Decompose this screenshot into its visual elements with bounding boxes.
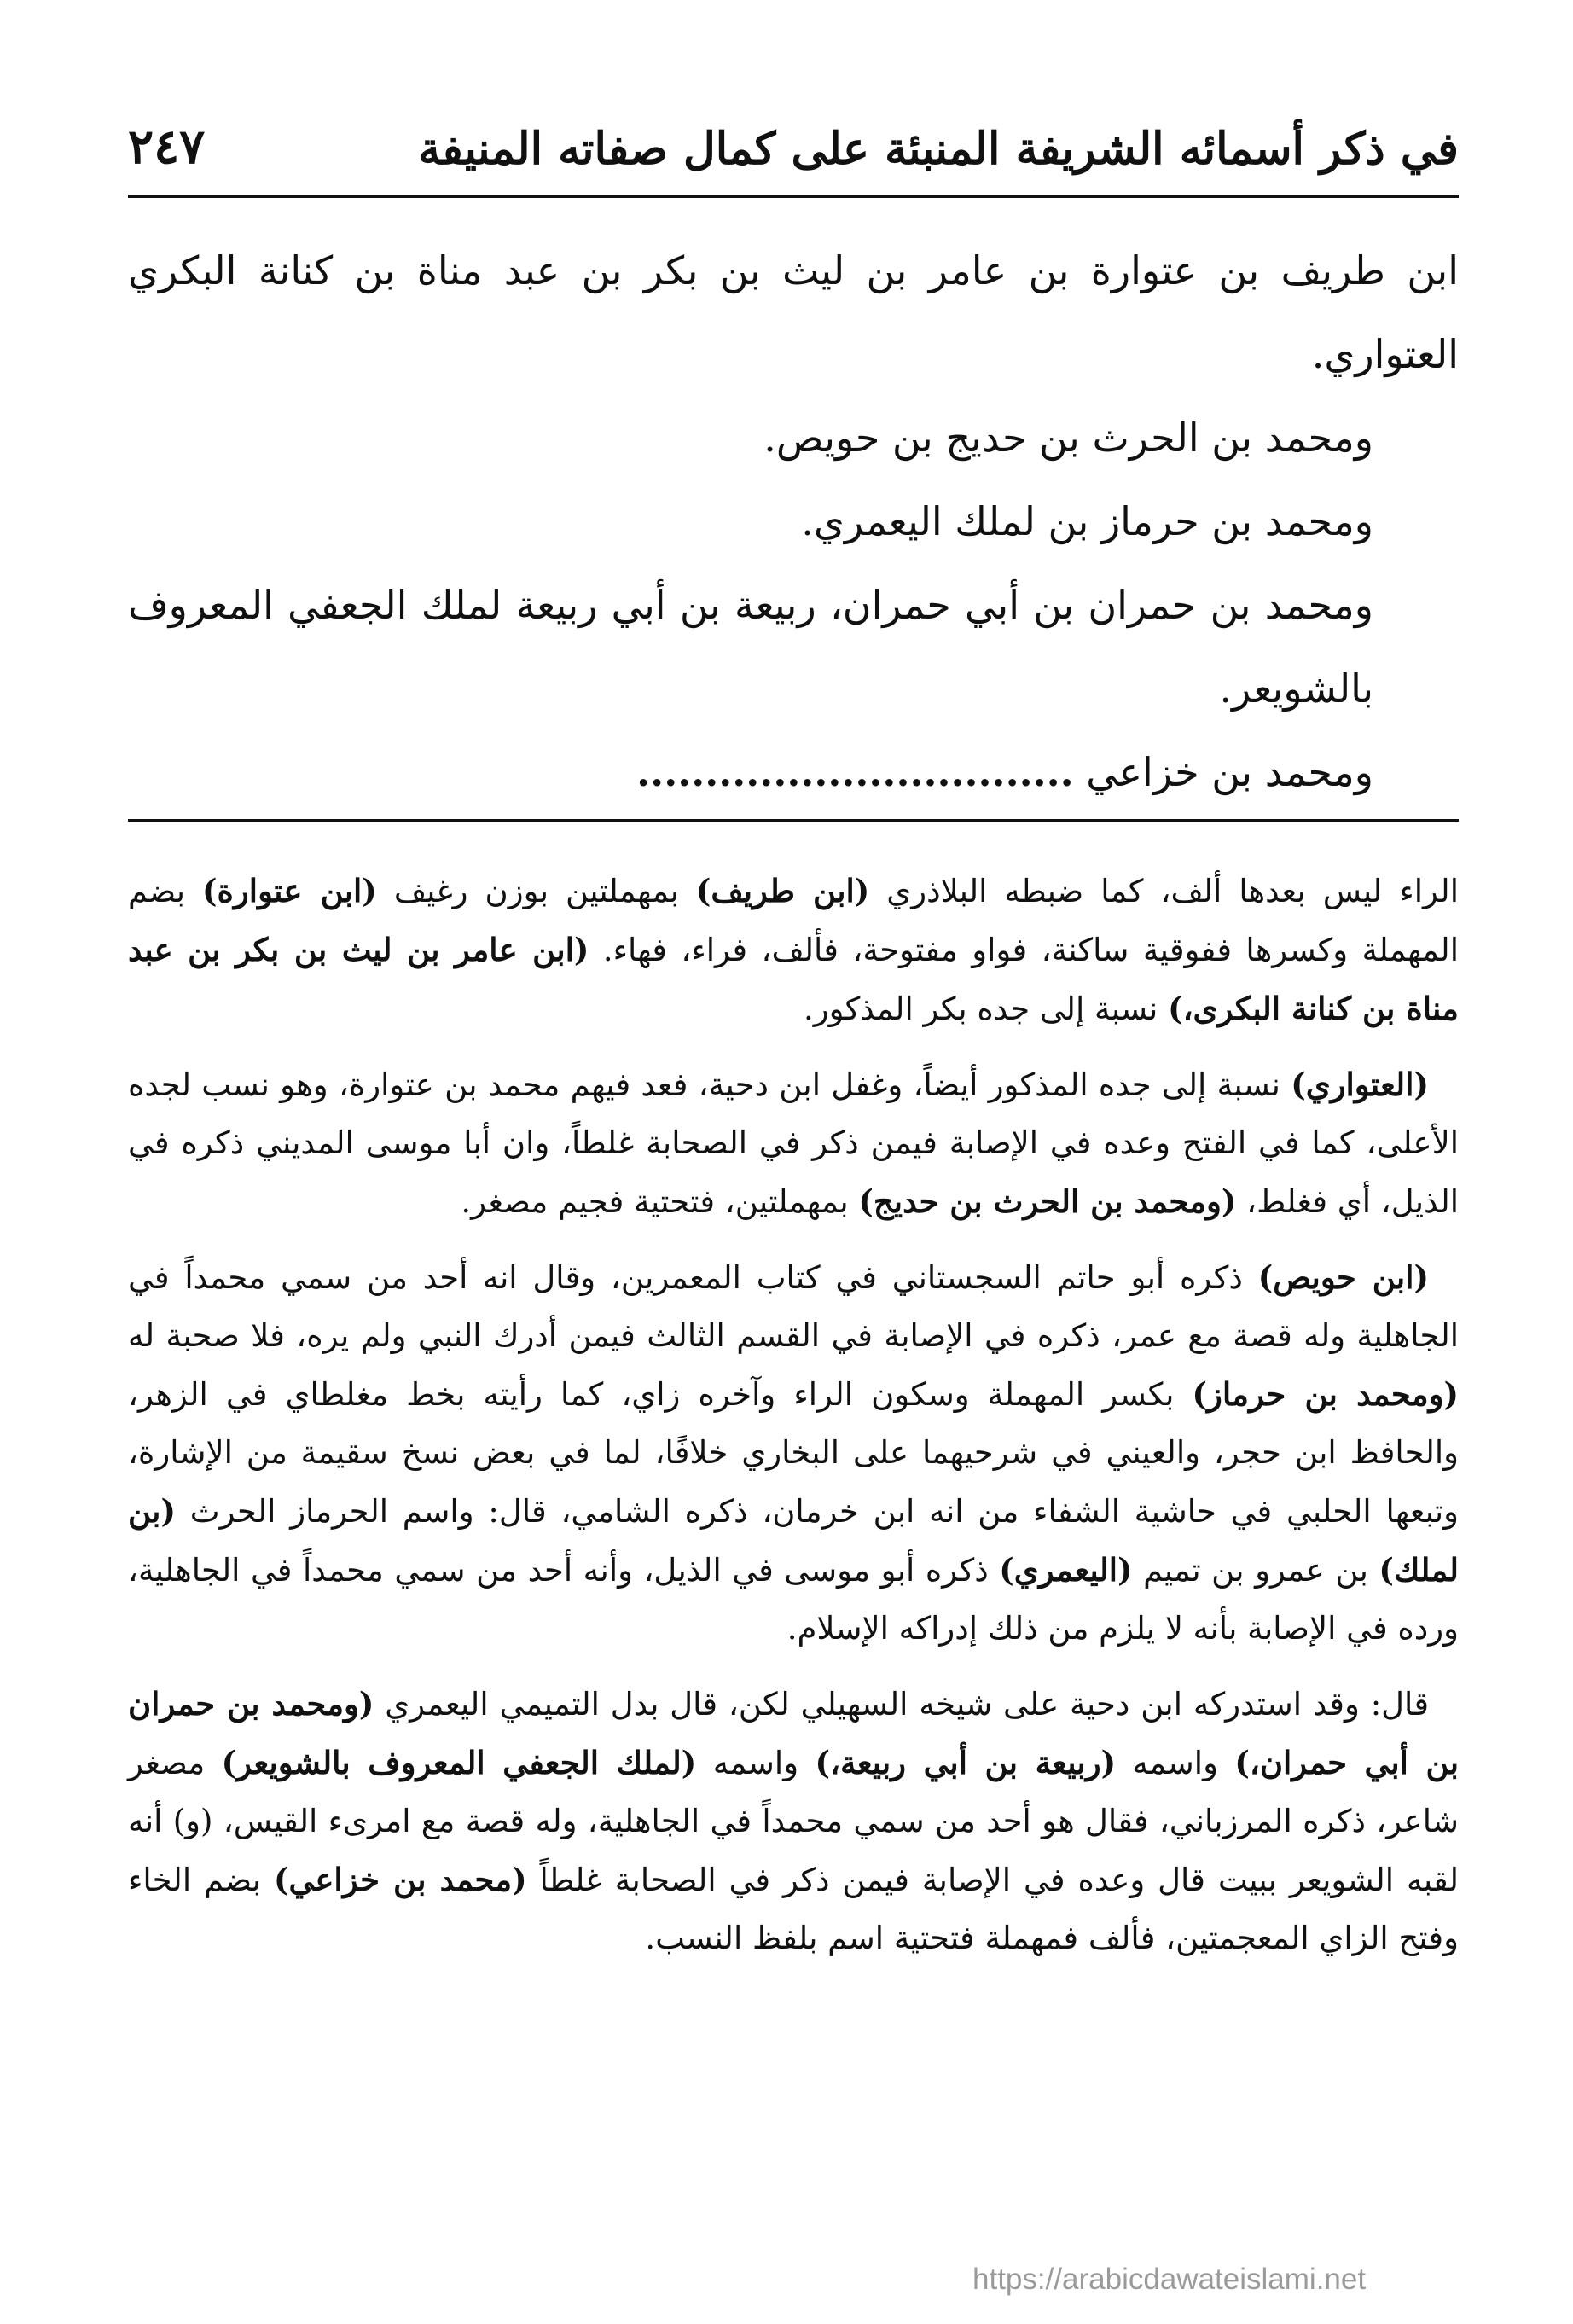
page-header — [128, 98, 1459, 175]
commentary-text-run: نسبة إلى جده المذكور أيضاً، وغفل ابن دحية، فعد فيهم محمد بن عتوارة، وهو نسب لجده الأعلى، كما في الفتح وعده في الإصابة فيمن ذكر في الصحابة غلطاً، وان أبا موسى المديني ذكره في الذيل، أي فغلط، — [128, 1066, 1459, 1220]
main-paragraph: ومحمد بن حرماز بن لملك اليعمري. — [801, 498, 1373, 544]
main-text — [128, 229, 1459, 814]
commentary-text-run: بمهملتين بوزن رغيف — [376, 873, 696, 909]
bold-term: (العتواري) — [1291, 1066, 1429, 1103]
commentary-text-run: ذكره أبو موسى في الذيل، وأنه أحد من سمي محمداً في الجاهلية، ورده في الإصابة بأنه لا يلزم من ذلك إدراكه الإسلام. — [128, 1552, 1459, 1647]
bold-term: (ابن حويص) — [1257, 1258, 1430, 1296]
commentary-text-run: واسمه — [1116, 1745, 1235, 1781]
commentary-text-run: نسبة إلى جده بكر المذكور. — [804, 991, 1169, 1027]
commentary-text-run: مصغر شاعر، ذكره المرزباني، فقال هو أحد من سمي محمداً في الجاهلية، وله قصة مع امرىء القيس، (و) أنه لقبه الشويعر ببيت قال وعده في الإصابة فيمن ذكر في الصحابة غلطاً — [128, 1745, 1460, 1898]
running-title: في ذكر أسمائه الشريفة المنبئة على كمال صفاته المنيفة — [418, 123, 1459, 175]
commentary-text — [128, 862, 1459, 1984]
main-paragraph — [128, 730, 1459, 814]
commentary-text-run: بضم المهملة وكسرها ففوقية ساكنة، فواو مفتوحة، فألف، فراء، فهاء. — [128, 873, 1459, 968]
bold-term: (ومحمد بن حمران بن أبي حمران،) — [128, 1685, 1459, 1781]
commentary-paragraph — [128, 862, 1459, 1038]
commentary-paragraph — [128, 1055, 1459, 1231]
bold-term: (ومحمد بن الحرث بن حديج) — [858, 1182, 1237, 1220]
main-paragraph: ابن طريف بن عتوارة بن عامر بن ليث بن بكر بن عبد مناة بن كنانة البكري العتواري. — [128, 247, 1459, 377]
watermark-url: https://arabicdawateislami.net — [972, 2263, 1367, 2296]
bold-term: (ربيعة بن أبي ربيعة،) — [815, 1744, 1117, 1781]
commentary-text-run: ذكره أبو حاتم السجستاني في كتاب المعمرين، وقال انه أحد من سمي محمداً في الجاهلية وله قصة مع عمر، ذكره في الإصابة في القسم الثالث فيمن أدرك النبي ولم يره، فلا صحبة له — [128, 1259, 1459, 1354]
commentary-text-run: بضم الخاء وفتح الزاي المعجمتين، فألف فمهملة فتحتية اسم بلفظ النسب. — [128, 1862, 1459, 1956]
main-last-line: ومحمد بن خزاعي — [1086, 749, 1373, 795]
commentary-text-run: الراء ليس بعدها ألف، كما ضبطه البلاذري — [869, 873, 1459, 909]
ellipsis-dots: ................................ — [636, 749, 1074, 795]
bold-term: (محمد بن خزاعي) — [274, 1861, 527, 1898]
header-divider — [128, 195, 1459, 198]
bold-term: (بن لملك) — [128, 1492, 1460, 1589]
commentary-paragraph — [128, 1248, 1459, 1658]
main-paragraph: ومحمد بن حمران بن أبي حمران، ربيعة بن أبي ربيعة لملك الجعفي المعروف بالشويعر. — [128, 582, 1373, 712]
bold-term: (ابن عامر بن ليث بن بكر بن عبد مناة بن كنانة البكرى،) — [128, 931, 1459, 1027]
commentary-text-run: بن عمرو بن تميم — [1132, 1552, 1379, 1589]
page-number: ٢٤٧ — [128, 119, 206, 175]
commentary-text-run: قال: وقد استدركه ابن دحية على شيخه السهيلي لكن، قال بدل التميمي اليعمري — [374, 1686, 1429, 1723]
commentary-text-run: بكسر المهملة وسكون الراء وآخره زاي، كما رأيته بخط مغلطاي في الزهر، والحافظ ابن حجر، والعيني في شرحيهما على البخاري خلافًا، لما في بعض نسخ سقيمة من الإشارة، وتبعها الحلبي في حاشية الشفاء من انه ابن خرمان، ذكره الشامي، قال: واسم الحرماز الحرث — [128, 1376, 1459, 1530]
bold-term: (لملك الجعفي المعروف بالشويعر) — [221, 1744, 697, 1781]
commentary-paragraph — [128, 1675, 1459, 1967]
commentary-text-run: بمهملتين، فتحتية فجيم مصغر. — [461, 1183, 859, 1220]
bold-term: (ومحمد بن حرماز) — [1192, 1375, 1459, 1413]
commentary-divider — [128, 819, 1459, 822]
main-paragraph: ومحمد بن الحرث بن حديج بن حويص. — [763, 415, 1373, 461]
bold-term: (ابن طريف) — [695, 872, 870, 909]
commentary-text-run: واسمه — [696, 1745, 816, 1781]
bold-term: (ابن عتوارة) — [202, 872, 377, 909]
bold-term: (اليعمري) — [999, 1551, 1133, 1589]
